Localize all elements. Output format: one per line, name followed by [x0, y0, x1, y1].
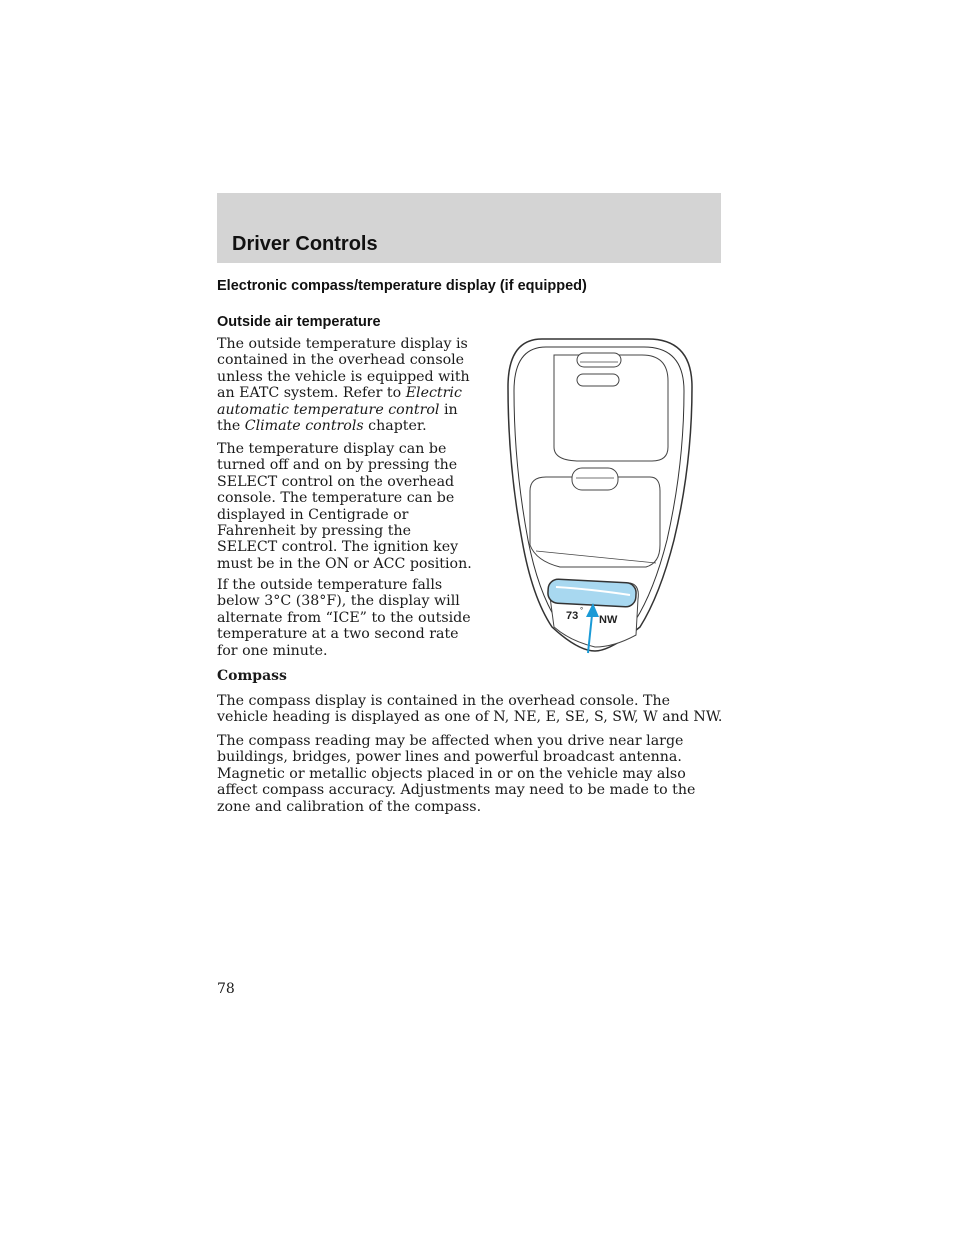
- subsection-heading-compass: Compass: [217, 668, 287, 684]
- upper-latch-slot: [577, 374, 619, 386]
- paragraph-select-control: The temperature display can be turned off and on by pressing the SELECT control on the overhead console. The temperature can be displayed in Centigrade or Fahrenheit by pressing the SELECT control. The ignition key must be in the ON or ACC position.: [217, 441, 472, 572]
- paragraph-outside-temperature: The outside temperature display is contained in the overhead console unless the vehicle is equipped with an EATC system. Refer to Electric automatic temperature control in the Climate controls chapter.: [217, 336, 470, 435]
- subsection-heading-outside-air: Outside air temperature: [217, 314, 381, 330]
- section-heading: Electronic compass/temperature display (if equipped): [217, 278, 587, 294]
- lower-latch: [572, 468, 618, 490]
- upper-latch-top: [577, 353, 621, 367]
- page-number: 78: [217, 981, 235, 997]
- compass-heading-readout: NW: [599, 614, 618, 626]
- overhead-console-illustration: [500, 335, 700, 655]
- paragraph-compass-accuracy: The compass reading may be affected when you drive near large buildings, bridges, power lines and powerful broadcast antenna. Magnetic or metallic objects placed in or on the vehicle may also affect compass accuracy. Adjustments may need to be made to the zone and calibration of the compass.: [217, 733, 696, 815]
- chapter-title: Driver Controls: [232, 233, 378, 255]
- temperature-readout: 73: [566, 610, 579, 622]
- paragraph-ice-warning: If the outside temperature falls below 3°C (38°F), the display will alternate from “ICE” to the outside temperature at a two second rate for one minute.: [217, 577, 471, 659]
- reference-eatc: Electric automatic temperature control: [217, 385, 462, 418]
- paragraph-compass-display: The compass display is contained in the overhead console. The vehicle heading is displayed as one of N, NE, E, SE, S, SW, W and NW.: [217, 693, 723, 726]
- reference-climate-controls: Climate controls: [244, 418, 364, 435]
- degree-symbol: °: [580, 606, 584, 615]
